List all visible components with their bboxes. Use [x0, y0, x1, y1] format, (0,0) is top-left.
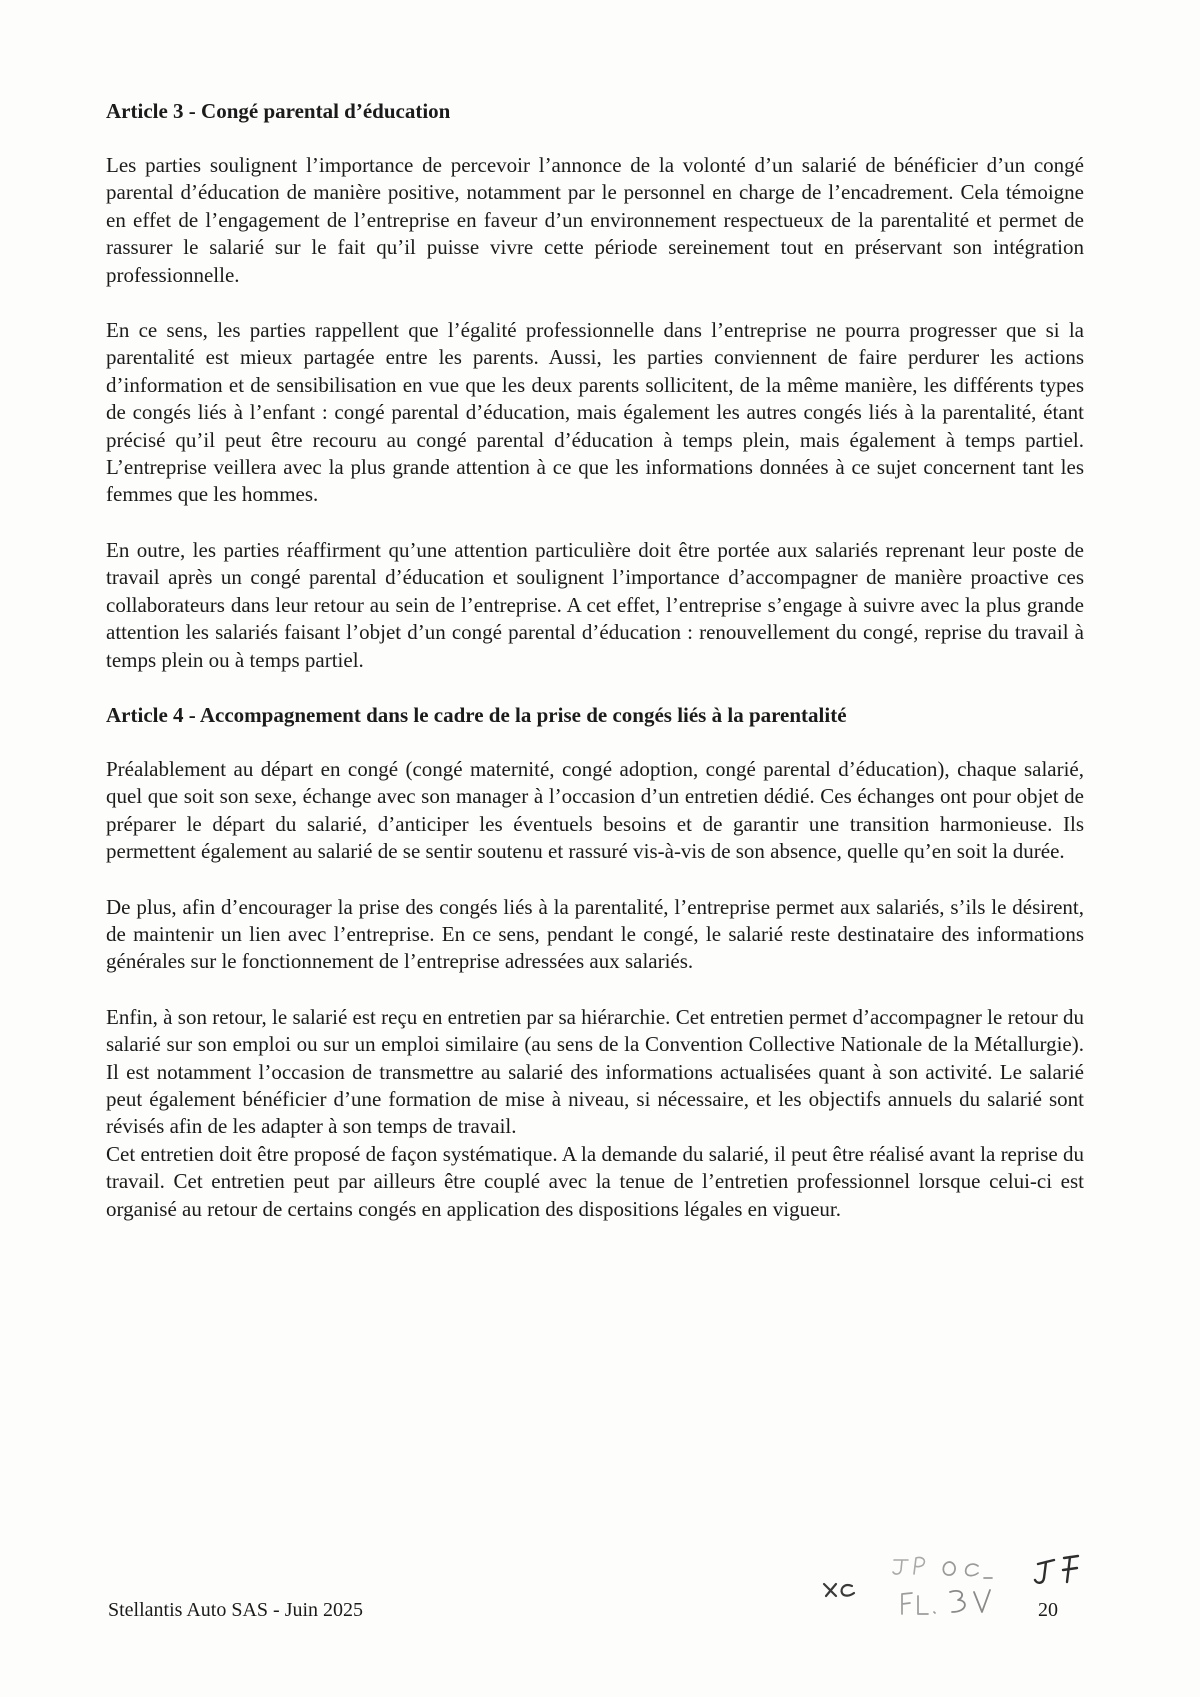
article-4-paragraph-2: De plus, afin d’encourager la prise des congés liés à la parentalité, l’entreprise permet aux salariés, s’ils le désirent, de maintenir un lien avec l’entreprise. En ce sens, pendant le congé, le salarié reste destinataire des informations générales sur le fonctionnement de l’entreprise adressées aux salariés. — [106, 894, 1084, 974]
article-3-heading: Article 3 - Congé parental d’éducation — [106, 99, 451, 123]
article-4-paragraph-4: Cet entretien doit être proposé de façon systématique. A la demande du salarié, il peut être réalisé avant la reprise du travail. Cet entretien peut par ailleurs être couplé avec la tenue de l’entretien professionnel lorsque celui-ci est organisé au retour de certains congés en application des dispositions légales en vigueur. — [106, 1141, 1084, 1221]
article-4-paragraph-3: Enfin, à son retour, le salarié est reçu en entretien par sa hiérarchie. Cet entretien permet d’accompagner le retour du salarié sur son emploi ou sur un emploi similaire (au sens de la Convention Collective Nationale de la Métallurgie). Il est notamment l’occasion de transmettre au salarié des informations actualisées quant à son activité. Le salarié peut également bénéficier d’une formation de mise à niveau, si nécessaire, et les objectifs annuels du salarié sont révisés afin de les adapter à son temps de travail. — [106, 1004, 1084, 1139]
footer-company-date: Stellantis Auto SAS - Juin 2025 — [108, 1599, 364, 1621]
article-3-paragraph-3: En outre, les parties réaffirment qu’une attention particulière doit être portée aux salariés reprenant leur poste de travail après un congé parental d’éducation et soulignent l’importance d’accompagner de manière proactive ces collaborateurs dans leur retour au sein de l’entreprise. A cet effet, l’entreprise s’engage à suivre avec la plus grande attention les salariés faisant l’objet d’un congé parental d’éducation : renouvellement du congé, reprise du travail à temps plein ou à temps partiel. — [106, 537, 1084, 672]
article-4-heading: Article 4 - Accompagnement dans le cadre de la prise de congés liés à la parentalité — [106, 702, 847, 727]
page-number: 20 — [1038, 1599, 1058, 1621]
article-3-paragraph-2: En ce sens, les parties rappellent que l’égalité professionnelle dans l’entreprise ne pourra progresser que si la parentalité est mieux partagée entre les parents. Aussi, les parties conviennent de faire perdurer les actions d’information et de sensibilisation en vue que les deux parents sollicitent, de la même manière, les différents types de congés liés à l’enfant : congé parental d’éducation, mais également les autres congés liés à la parentalité, étant précisé qu’il peut être recouru au congé parental d’éducation à temps plein, mais également à temps partiel. L’entreprise veillera avec la plus grande attention à ce que les informations données à ce sujet concernent tant les femmes que les hommes. — [106, 318, 1084, 507]
article-4-paragraph-1: Préalablement au départ en congé (congé maternité, congé adoption, congé parental d’éducation), chaque salarié, quel que soit son sexe, échange avec son manager à l’occasion d’un entretien dédié. Ces échanges ont pour objet de préparer le départ du salarié, d’anticiper les éventuels besoins et de garantir une transition harmonieuse. Ils permettent également au salarié de se sentir soutenu et rassuré vis-à-vis de son absence, quelle qu’en soit la durée. — [106, 756, 1084, 864]
article-3-paragraph-1: Les parties soulignent l’importance de percevoir l’annonce de la volonté d’un salarié de bénéficier d’un congé parental d’éducation de manière positive, notamment par le personnel en charge de l’encadrement. Cela témoigne en effet de l’engagement de l’entreprise en faveur d’un environnement respectueux de la parentalité et permet de rassurer le salarié sur le fait qu’il puisse vivre cette période sereinement tout en préservant son intégration professionnelle. — [106, 153, 1084, 287]
page-content — [106, 98, 1084, 1223]
